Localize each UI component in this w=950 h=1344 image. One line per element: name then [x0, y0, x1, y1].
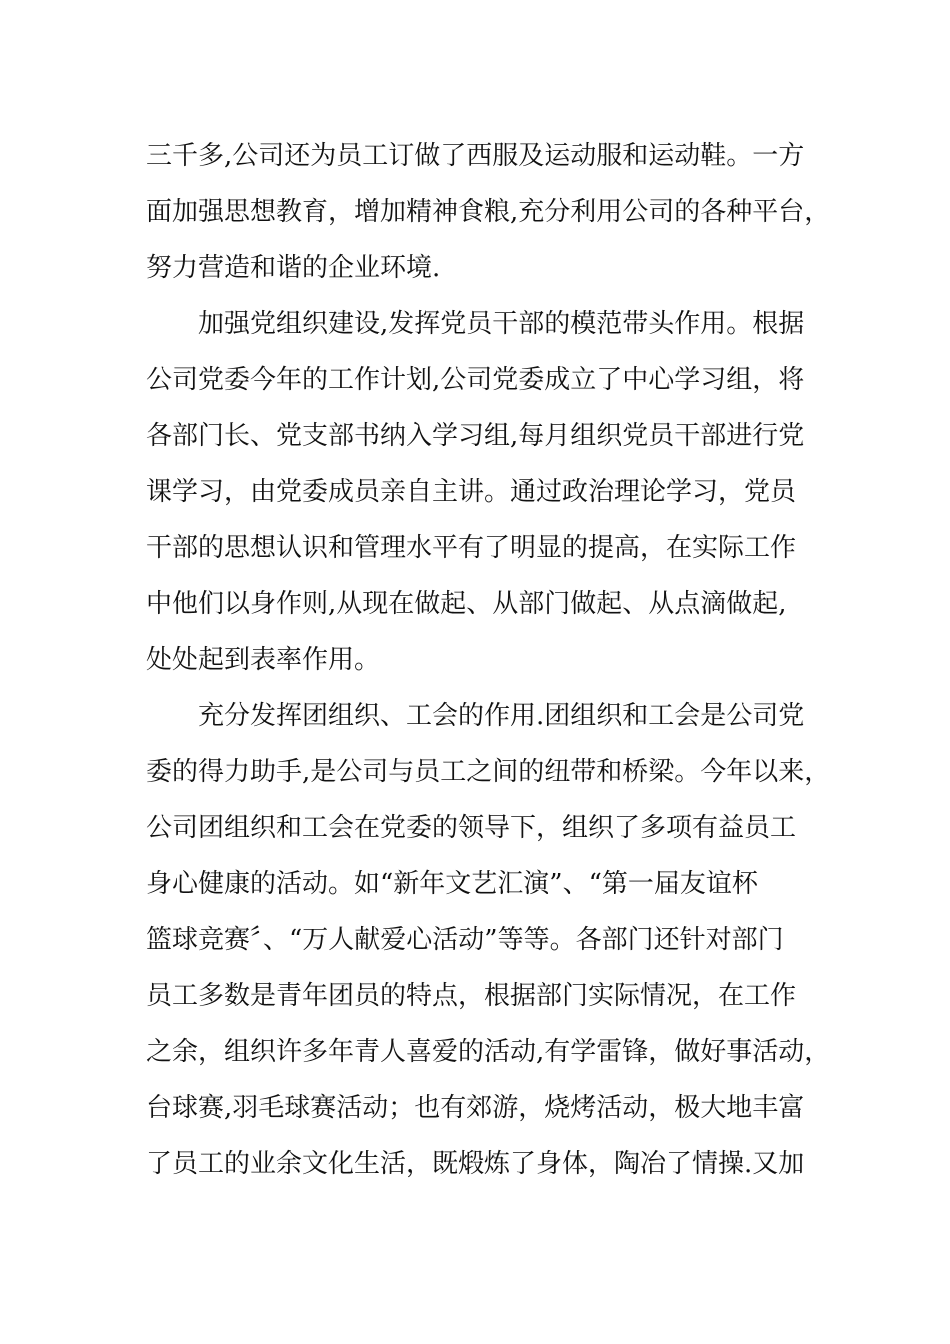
paragraph-2-line-3: 各部门长、党支部书纳入学习组,每月组织党员干部进行党: [146, 421, 805, 451]
paragraph-2-line-6: 中他们以身作则,从现在做起、从部门做起、从点滴做起,: [146, 589, 787, 619]
paragraph-2-line-2: 公司党委今年的工作计划,公司党委成立了中心学习组，将: [146, 365, 805, 395]
paragraph-3-line-7: 之余，组织许多年青人喜爱的活动,有学雷锋，做好事活动，: [146, 1037, 831, 1067]
paragraph-2-line-1: 加强党组织建设,发挥党员干部的模范带头作用。根据: [198, 309, 805, 339]
document-body: [146, 0, 831, 1344]
paragraph-3-line-6: 员工多数是青年团员的特点，根据部门实际情况，在工作: [146, 981, 797, 1011]
paragraph-1-line-3: 努力营造和谐的企业环境.: [146, 253, 441, 283]
paragraph-1-line-1: 三千多,公司还为员工订做了西服及运动服和运动鞋。一方: [146, 141, 805, 171]
paragraph-3-line-8: 台球赛,羽毛球赛活动；也有郊游，烧烤活动，极大地丰富: [146, 1093, 805, 1123]
paragraph-3-line-5: 篮球竞赛〞、“万人献爱心活动”等等。各部门还针对部门: [146, 925, 784, 955]
paragraph-3-line-2: 委的得力助手,是公司与员工之间的纽带和桥梁。今年以来，: [146, 757, 831, 787]
paragraph-3-line-3: 公司团组织和工会在党委的领导下，组织了多项有益员工: [146, 813, 797, 843]
paragraph-2-line-5: 干部的思想认识和管理水平有了明显的提高，在实际工作: [146, 533, 797, 563]
paragraph-2-line-7: 处处起到表率作用。: [146, 645, 381, 675]
paragraph-1-line-2: 面加强思想教育，增加精神食粮,充分利用公司的各种平台，: [146, 197, 831, 227]
paragraph-3-line-1: 充分发挥团组织、工会的作用.团组织和工会是公司党: [198, 701, 805, 731]
paragraph-3-line-4: 身心健康的活动。如“新年文艺汇演”、“第一届友谊杯: [146, 869, 758, 899]
paragraph-3-line-9: 了员工的业余文化生活，既煅炼了身体，陶冶了情操.又加: [146, 1149, 805, 1179]
paragraph-2-line-4: 课学习，由党委成员亲自主讲。通过政治理论学习，党员: [146, 477, 797, 507]
